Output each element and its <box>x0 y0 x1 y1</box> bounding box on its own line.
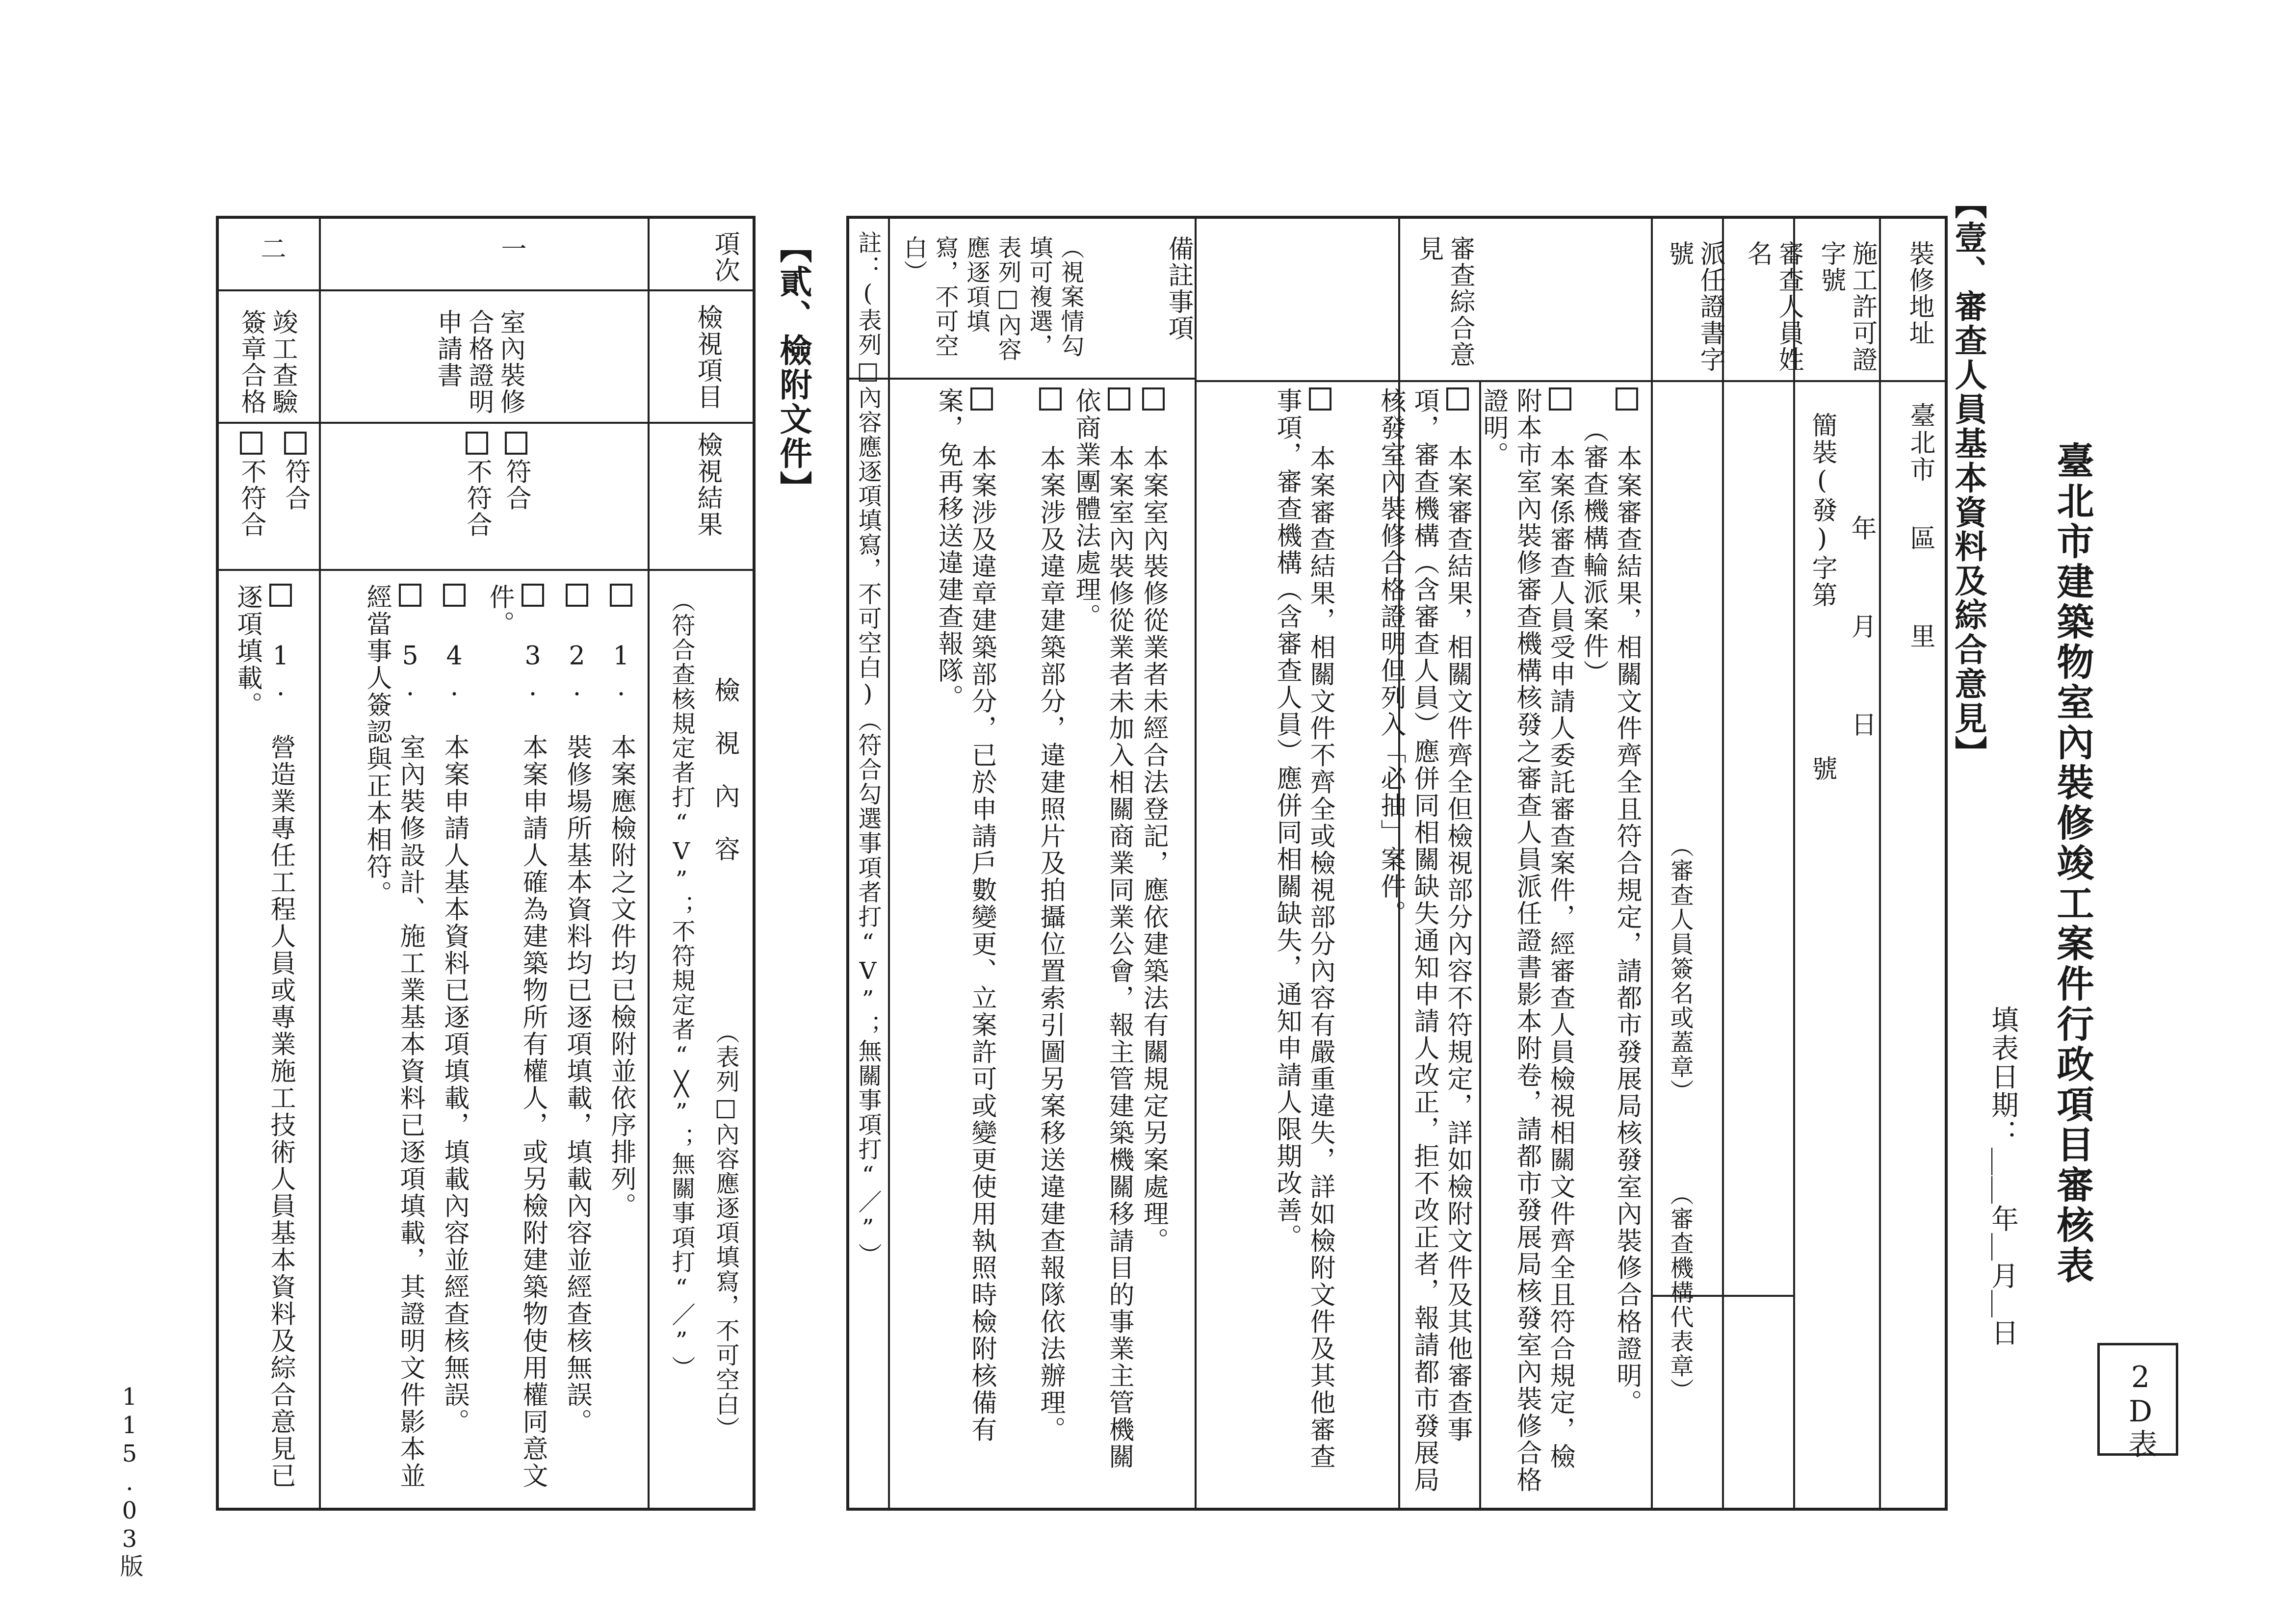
checkbox[interactable] <box>240 432 263 455</box>
address-label: 裝修地址 <box>1905 240 1934 346</box>
permit-number: 號 <box>1807 755 1837 782</box>
row2-name: 竣工查驗簽章合格 <box>236 309 297 415</box>
row1-pass: 符合 <box>500 432 532 512</box>
reviewer-label: 審查人員姓 名 <box>1743 240 1803 426</box>
checkbox[interactable] <box>1108 387 1131 411</box>
checkbox[interactable] <box>1142 387 1165 411</box>
remarks-item: 本案室內裝修從業者未加入相關商業同業公會，報主管建築機關移請目的事業主管機關依商業團體法處理。 <box>1071 387 1134 1470</box>
permit-month: 月 <box>1847 613 1876 640</box>
address-district: 區 <box>1905 525 1935 552</box>
row1-item: 4. 本案申請人基本資料已逐項填載，填載內容並經查核無誤。 <box>438 584 471 1436</box>
permit-label: 施工許可證字號 <box>1816 240 1877 373</box>
form-code-box <box>2097 1343 2178 1456</box>
row2-num: 二 <box>256 235 286 262</box>
permit-day: 日 <box>1847 711 1876 738</box>
row1-item: 5. 室內裝修設計、施工業基本資料已逐項填載，其證明文件影本並經當事人簽認與正本相符。 <box>362 584 425 1490</box>
remarks-item: 本案涉及違章建築部分，已於申請戶數變更、立案許可或變更使用執照時檢附核備有案，免再移送違建查報隊。 <box>934 387 996 1443</box>
checkbox[interactable] <box>610 584 633 607</box>
opinion-item: 本案審查結果，相關文件齊全且符合規定，請都市發展局核發室內裝修合格證明。 <box>1610 387 1644 1416</box>
checkbox[interactable] <box>1616 387 1639 411</box>
checkbox[interactable] <box>566 584 589 607</box>
header-item: 項次 <box>710 231 739 283</box>
header-content-note2: （符合查核規定者打“V”；不符規定者“╳”；無關事項打“／”） <box>668 589 695 1380</box>
checkbox[interactable] <box>443 584 466 607</box>
header-result: 檢視結果 <box>693 432 722 538</box>
checkbox[interactable] <box>466 432 489 455</box>
section2-heading: 【貳、檢附文件】 <box>774 231 812 505</box>
remarks-note: （視案情勾填可複選，表列□內容應逐項填寫，不可空白） <box>900 235 1084 362</box>
checkbox[interactable] <box>1309 387 1332 411</box>
checkbox[interactable] <box>970 387 993 411</box>
row1-items <box>334 584 638 1501</box>
opinion-item: 本案審查結果，相關文件齊全但檢視部分內容不符規定，詳如檢附文件及其他審查事項，審查機構（含審查人員）應併同相關缺失通知申請人改正，拒不改正者，報請都市發展局核發室內裝修合格證明但列入「必抽」案件。 <box>1376 387 1472 1493</box>
permit-year: 年 <box>1847 515 1876 542</box>
row2-item: 1. 營造業專任工程人員或專業施工技術人員基本資料及綜合意見已逐項填載。 <box>233 584 295 1490</box>
reviewer-sign-note: （審查人員簽名或蓋章） <box>1666 834 1694 1104</box>
address-li: 里 <box>1905 623 1935 650</box>
row1-item: 1. 本案應檢附之文件均已檢附並依序排列。 <box>604 584 638 1220</box>
agency-note: （審查機構代表章） <box>1666 1182 1694 1403</box>
checkbox[interactable] <box>399 584 422 607</box>
permit-word: 簡裝(發)字第 <box>1807 412 1837 609</box>
opinion-label: 審查綜合意見 <box>1414 235 1475 368</box>
row1-item: 2. 裝修場所基本資料均已逐項填載，填載內容並經查核無誤。 <box>560 584 594 1436</box>
checkbox[interactable] <box>1549 387 1572 411</box>
address-city: 臺北市 <box>1905 402 1935 483</box>
section1-footnote: 註：(表列□內容應逐項填寫，不可空白)（符合勾選事項者打“V”；無關事項打“／”） <box>854 231 882 1267</box>
version: 115.03版 <box>116 1383 143 1578</box>
opinion-item: 本案係審查人員受申請人委託審查案件，經審查人員檢視相關文件齊全且符合規定，檢附本市室內裝修審查機構核發之審查人員派任證書影本附卷，請都市發展局核發室內裝修合格證明。 <box>1479 387 1575 1493</box>
row1-name: 室內裝修合格證明申請書 <box>433 309 525 415</box>
opinion-item: 本案審查結果，相關文件不齊全或檢視部分內容有嚴重違失，詳如檢附文件及其他審查事項，審查機構（含審查人員）應併同相關缺失，通知申請人限期改善。 <box>1272 387 1335 1470</box>
fill-date: 填表日期：＿＿年＿月＿日 <box>1987 1005 2019 1347</box>
checkbox[interactable] <box>505 432 528 455</box>
checkbox[interactable] <box>1446 387 1469 411</box>
checkbox[interactable] <box>1039 387 1062 411</box>
opinion-items <box>1479 387 1644 1501</box>
header-content: 檢 視 內 容 <box>710 677 739 862</box>
remarks-label: 備註事項 <box>1164 235 1193 341</box>
row1-fail: 不符合 <box>461 432 493 538</box>
checkbox[interactable] <box>522 584 545 607</box>
header-check: 檢視項目 <box>693 304 722 410</box>
row2-pass: 符合 <box>280 432 311 512</box>
opinion-items-2 <box>1200 387 1474 1501</box>
section1-heading: 【壹、審查人員基本資料及綜合意見】 <box>1949 186 1987 770</box>
opinion-item: （審查機構輪派案件） <box>1579 417 1608 687</box>
header-content-note: （表列□內容應逐項填寫，不可空白） <box>712 1020 739 1441</box>
row1-item: 3. 本案申請人確為建築物所有權人，或另檢附建築物使用權同意文件。 <box>485 584 548 1490</box>
cert-label: 派任證書字號 <box>1664 240 1725 373</box>
remarks-items <box>881 387 1170 1501</box>
form-code: 2D表 <box>2123 1360 2158 1458</box>
row1-num: 一 <box>496 235 526 262</box>
row2-fail: 不符合 <box>235 432 267 538</box>
page-title: 臺北市建築物室內裝修竣工案件行政項目審核表 <box>2051 441 2094 1286</box>
remarks-item: 本案室內裝修從業者未經合法登記，應依建築法有關規定另案處理。 <box>1137 387 1170 1496</box>
checkbox[interactable] <box>284 432 307 455</box>
remarks-item: 本案涉及違章建築部分，違建照片及拍攝位置索引圖另案移送違建查報隊依法辦理。 <box>1034 387 1067 1496</box>
checkbox[interactable] <box>269 584 292 607</box>
